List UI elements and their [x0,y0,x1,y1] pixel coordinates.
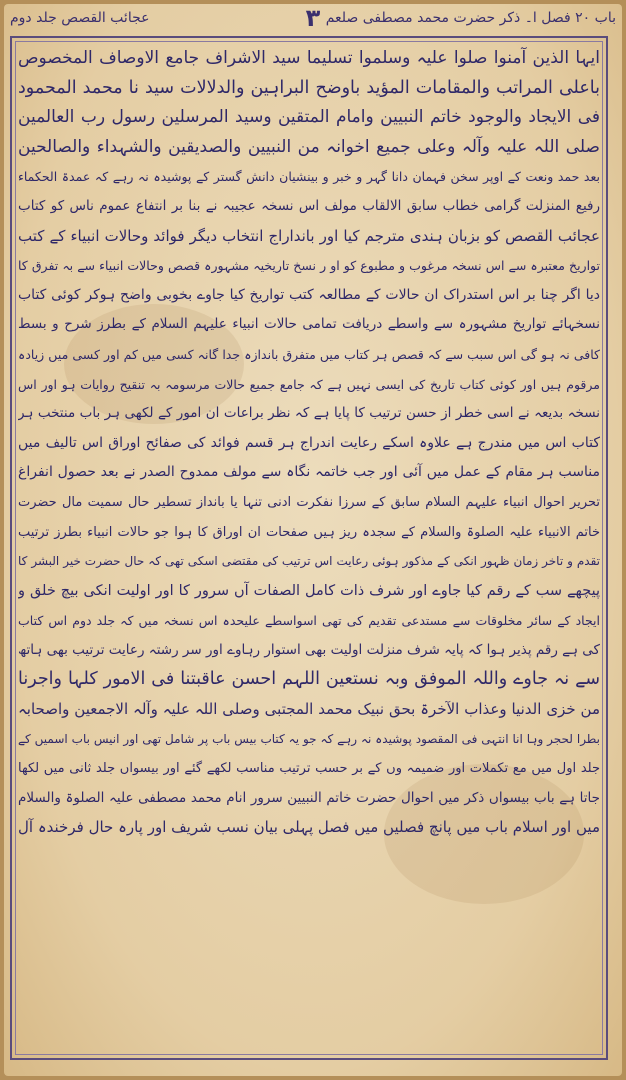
text-line: فی الایجاد والوجود خاتم النبیین وامام المتقین وسید المرسلین رسول رب العالمین [18,107,600,128]
text-line: صلی اللہ علیہ وآلہ وعلی جمیع اخوانہ من النبیین والصدیقین والشہداء والصالحین [18,136,600,157]
text-line: باعلی المراتب والمقامات المؤید باوضح البراہین والدلالات سید نا محمد المحمود [18,77,600,98]
text-line: میں اور اسلام باب میں پانچ فصلیں میں فصل پہلی بیان نسب شریف اور پارہ حال فرخندہ آل [18,818,600,837]
text-line: من خزی الدنیا وعذاب الآخرۃ بحق نبیک محمد المجتبی وصلی اللہ علیہ وآلہ الاجمعین واصحابہ [18,700,600,719]
text-line: دیا اگر چنا بر اس استدراک ان حالات کے مطالعہ کتب تواریخ کیا جاوے بخوبی واضح ہوکر کوئی کتاب [18,286,600,303]
text-line: کتاب اس میں مندرج ہے علاوہ اسکے رعایت اندراج ہر قسم فوائد کی صفائح اوراق اس تالیف میں [18,434,600,451]
page-number: ۳ [305,4,321,32]
text-line: جاتا ہے باب بیسواں ذکر میں احوال حضرت خاتم النبیین سرور انام محمد مصطفی علیہ الصلوۃ والسلام [18,789,600,806]
text-line: خاتم الانبیاء علیہ الصلوۃ والسلام کے سجدہ ریز ہیں صفحات ان اوراق کا ہوا جو حالات انبیاء بطرز ترتیب [18,524,600,540]
page-header [6,4,620,32]
text-line: بعد حمد ونعت کے اوپر سخن فہمان دانا گہر و خبر و بینشیان دانش گستر کے پوشیدہ نہ رہے کہ عمدۃ الحکماء [18,169,600,185]
text-line: نسخہ بدیعہ نے اسی خطر از حسن ترتیب کا پایا ہے کہ نظر براعات ان امور کے لکھی ہر باب منتخب ہر [18,405,600,422]
text-line: بطرا لحجر وہا انا انتہی فی المقصود پوشیدہ نہ رہے کہ جو یہ کتاب بیس باب پر شامل تھی اور انیس باب اسمیں کے [18,731,600,746]
text-line: تحریر احوال انبیاء علیہم السلام سابق کے سرزا نفکرت ادنی تنہا یا بانداز تسطیر حال سمیت مال حضرت [18,494,600,510]
text-line: مناسب ہر مقام کے عمل میں آئی اور جب خاتمہ نگاہ سے مولف ممدوح الصدر نے بعد حصول انفراغ [18,464,600,481]
text-line: پیچھے سب کے رقم کیا جاوے اور شرف ذات کامل الصفات آں سرور کا اور اولیت انکی بیچ خلق و [18,582,600,599]
text-line: سے نہ جاوے واللہ الموفق وبہ نستعین اللہم احسن عاقبتنا فی الامور کلہا واجرنا [18,669,600,690]
text-line: تقدم و تاخر زمان ظہور انکی کے مذکور ہوئی رعایت اس ترتیب کی مقتضی اسکی تھی کہ حال حضرت خیر البشر کا [18,554,600,569]
book-title: عجائب القصص جلد دوم [10,10,150,26]
text-line: رفیع المنزلت گرامی خطاب سابق الالقاب مولف اس نسخہ عجیبہ نے بنا بر انتفاع عموم ناس کو کتاب [18,197,600,214]
text-line: ایہا الذین آمنوا صلوا علیہ وسلموا تسلیما سید الاشراف جامع الاوصاف المخصوص [18,48,600,68]
text-line: کی ہے رقم پذیر ہوا کہ پایہ شرف منزلت اولیت بھی استوار رہاوے اور سر رشتہ رعایت ترتیب بھی ہاتھ [18,641,600,658]
text-line: نسخہائے تواریخ مشہورہ سے واسطے دریافت تمامی حالات انبیاء علیہم السلام کے بطرز شرح و بسط [18,316,600,333]
text-line: کافی نہ ہو گی اس سبب سے کہ قصص ہر کتاب میں متفرق باندازہ جدا گانہ کسی میں کم اور کسی میں زیادہ [18,346,600,362]
text-line: جلد اول میں مع تکملات اور ضمیمہ وں کے بر حسب ترتیب مناسب لکھے گئے اور بیسواں جلد ثانی میں لکھا [18,761,600,777]
text-line: مرقوم ہیں اور کوئی کتاب تاریخ کی ایسی نہیں ہے کہ جامع جمیع حالات مرسومہ بہ تنقیح روایات ہو اور اس [18,376,600,392]
text-line: تواریخ معتبرہ سے اس نسخہ مرغوب و مطبوع کو او ر نسخ تاریخیہ مشہورہ قصص وحالات انبیاء سے بہ تفرق کا [18,258,600,274]
text-line: عجائب القصص کو بزبان ہندی مترجم کیا اور بانداراج انتخاب دیگر فوائد وحالات انبیاء کے کتب [18,226,600,245]
text-line: ایجاد کے سائر مخلوقات سے مستدعی تقدیم کی تھی اسواسطے علیحدہ اس نسخہ میں کہ جلد دوم اس کتاب [18,613,600,629]
body-text [18,44,600,1052]
chapter-heading: باب ۲۰ فصل ا۔ ذکر حضرت محمد مصطفی صلعم [325,10,616,26]
